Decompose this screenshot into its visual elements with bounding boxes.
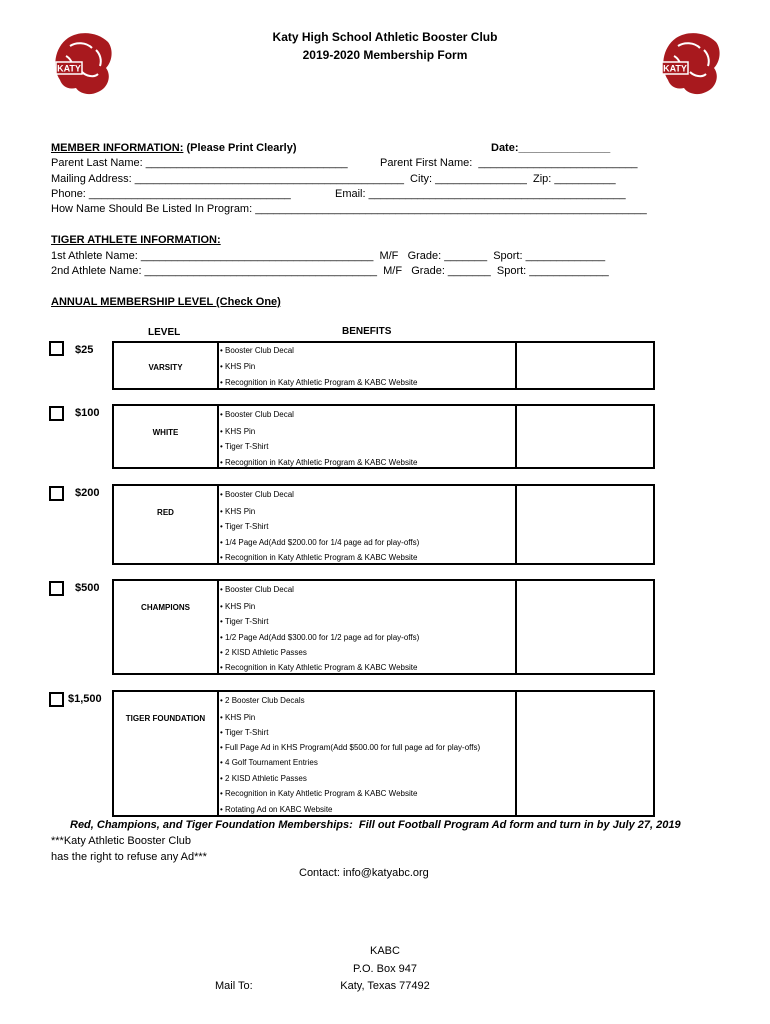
benefit-item: • Recognition in Katy Athletic Program & KABC Website	[220, 663, 418, 672]
contact-email[interactable]: Contact: info@katyabc.org	[299, 867, 429, 879]
benefit-item: • 1/4 Page Ad(Add $200.00 for 1/4 page ad for play-offs)	[220, 538, 420, 547]
tier-champions	[112, 579, 655, 675]
price-500: $500	[75, 582, 100, 594]
svg-text:KATY: KATY	[57, 63, 81, 74]
benefit-item: • 4 Golf Tournament Entries	[220, 758, 318, 767]
checkbox-200[interactable]	[49, 486, 64, 501]
checkbox-100[interactable]	[49, 406, 64, 421]
tier-varsity	[112, 341, 655, 390]
ad-deadline-notice: Red, Champions, and Tiger Foundation Memberships: Fill out Football Program Ad form and turn in by July 27, 2019	[70, 819, 681, 831]
benefit-item: • Rotating Ad on KABC Website	[220, 805, 333, 814]
email-field[interactable]: Email: __________________________________________	[335, 188, 626, 200]
mail-address-box: P.O. Box 947	[352, 963, 417, 975]
benefit-item: • Booster Club Decal	[220, 346, 294, 355]
benefit-item: • 1/2 Page Ad(Add $300.00 for 1/2 page ad for play-offs)	[220, 633, 420, 642]
benefit-item: • Tiger T-Shirt	[220, 617, 269, 626]
benefit-item: • Booster Club Decal	[220, 410, 294, 419]
benefit-item: • Tiger T-Shirt	[220, 728, 269, 737]
benefit-item: • Booster Club Decal	[220, 490, 294, 499]
price-100: $100	[75, 407, 100, 419]
date-field[interactable]: Date:_______________	[491, 142, 611, 154]
tier-name: CHAMPIONS	[141, 603, 190, 612]
benefit-item: • Tiger T-Shirt	[220, 522, 269, 531]
price-200: $200	[75, 487, 100, 499]
benefits-cell	[217, 581, 517, 673]
tier-name: RED	[157, 508, 174, 517]
price-1500: $1,500	[68, 693, 102, 705]
tier-tiger-foundation	[112, 690, 655, 817]
benefit-item: • Tiger T-Shirt	[220, 442, 269, 451]
tier-white	[112, 404, 655, 469]
checkbox-500[interactable]	[49, 581, 64, 596]
mailing-address-field[interactable]: Mailing Address: ____________________________________________ City: _______________ Zip: __________	[51, 173, 616, 185]
checkbox-1500[interactable]	[49, 692, 64, 707]
member-heading: MEMBER INFORMATION: (Please Print Clearly)	[51, 142, 297, 154]
parent-last-name-field[interactable]: Parent Last Name: _________________________________	[51, 157, 348, 169]
level-column-header: LEVEL	[148, 327, 181, 338]
benefit-item: • 2 KISD Athletic Passes	[220, 774, 307, 783]
benefits-cell	[217, 343, 517, 388]
benefit-item: • 2 Booster Club Decals	[220, 696, 305, 705]
form-title: Katy High School Athletic Booster Club	[272, 30, 498, 44]
benefit-item: • 2 KISD Athletic Passes	[220, 648, 307, 657]
benefits-cell	[217, 486, 517, 563]
benefit-item: • Booster Club Decal	[220, 585, 294, 594]
price-25: $25	[75, 344, 94, 356]
svg-text:KATY: KATY	[663, 63, 687, 74]
athlete-1-field[interactable]: 1st Athlete Name: ______________________________________ M/F Grade: _______ Sport: _____________	[51, 250, 606, 262]
benefit-item: • Recognition in Katy Athletic Program & KABC Website	[220, 553, 418, 562]
benefits-cell	[217, 692, 517, 815]
form-subtitle: 2019-2020 Membership Form	[302, 48, 468, 62]
mail-to-label: Mail To:	[215, 980, 253, 992]
benefit-item: • KHS Pin	[220, 713, 256, 722]
benefit-item: • KHS Pin	[220, 507, 256, 516]
benefits-cell	[217, 406, 517, 467]
membership-heading: ANNUAL MEMBERSHIP LEVEL (Check One)	[51, 296, 281, 308]
benefit-item: • KHS Pin	[220, 602, 256, 611]
tier-name: WHITE	[152, 428, 179, 437]
tier-red	[112, 484, 655, 565]
benefit-item: • Recognition in Katy Ahtletic Program & KABC Website	[220, 789, 418, 798]
phone-field[interactable]: Phone: _________________________________	[51, 188, 291, 200]
parent-first-name-field[interactable]: Parent First Name: __________________________	[380, 157, 638, 169]
benefits-column-header: BENEFITS	[342, 326, 392, 337]
refuse-notice-line1: ***Katy Athletic Booster Club	[51, 835, 192, 847]
benefit-item: • Recognition in Katy Athletic Program & KABC Website	[220, 458, 418, 467]
benefit-item: • Full Page Ad in KHS Program(Add $500.00 for full page ad for play-offs)	[220, 743, 481, 752]
mail-address-name: KABC	[370, 945, 400, 957]
mail-address-city: Katy, Texas 77492	[340, 980, 430, 992]
benefit-item: • KHS Pin	[220, 427, 256, 436]
program-name-field[interactable]: How Name Should Be Listed In Program: ________________________________________________________________	[51, 203, 647, 215]
tier-name: TIGER FOUNDATION	[125, 714, 206, 723]
checkbox-25[interactable]	[49, 341, 64, 356]
tier-name: VARSITY	[148, 363, 183, 372]
benefit-item: • Recognition in Katy Athletic Program & KABC Website	[220, 378, 418, 387]
benefit-item: • KHS Pin	[220, 362, 256, 371]
athlete-2-field[interactable]: 2nd Athlete Name: ______________________________________ M/F Grade: _______ Sport: _____________	[51, 265, 609, 277]
athlete-heading: TIGER ATHLETE INFORMATION:	[51, 234, 221, 246]
refuse-notice-line2: has the right to refuse any Ad***	[51, 851, 207, 863]
